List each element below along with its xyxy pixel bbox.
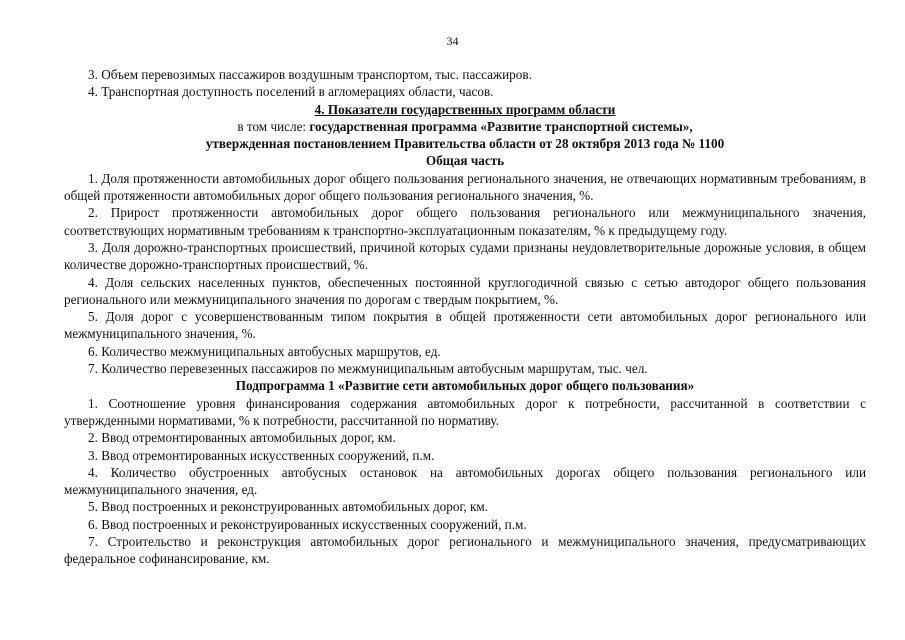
program-prefix: в том числе: — [237, 118, 307, 134]
general-heading: Общая часть — [425, 153, 505, 169]
subprogram-item: 7. Строительство и реконструкция автомобильных дорог регионального и межмуниципального значения, предусматривающих федеральное софинансирование, км. — [64, 534, 866, 567]
page-content — [64, 66, 866, 568]
subprogram-item: 2. Ввод отремонтированных автомобильных дорог, км. — [88, 430, 396, 446]
subprogram-item: 6. Ввод построенных и реконструированных искусственных сооружений, п.м. — [88, 516, 527, 532]
general-item: 1. Доля протяженности автомобильных дорог общего пользования регионального значения, не отвечающих нормативным требованиям, в общей протяженности автомобильных дорог общего пользования регионального значения, %. — [64, 170, 866, 204]
subprogram-item: 5. Ввод построенных и реконструированных автомобильных дорог, км. — [88, 499, 489, 515]
program-title-line2: утвержденная постановлением Правительства области от 28 октября 2013 года № 1100 — [205, 136, 725, 152]
general-item: 5. Доля дорог с усовершенствованным типом покрытия в общей протяженности сети автомобильных дорог регионального или межмуниципального значения, %. — [64, 309, 866, 342]
general-item: 6. Количество межмуниципальных автобусных маршрутов, ед. — [88, 343, 441, 359]
subprogram-heading: Подпрограмма 1 «Развитие сети автомобильных дорог общего пользования» — [235, 378, 695, 394]
section-heading: 4. Показатели государственных программ области — [314, 101, 616, 117]
subprogram-item: 4. Количество обустроенных автобусных остановок на автомобильных дорогах общего пользования регионального или межмуниципального значения, ед. — [64, 464, 866, 498]
intro-item: 3. Объем перевозимых пассажиров воздушным транспортом, тыс. пассажиров. — [88, 67, 532, 82]
general-item: 4. Доля сельских населенных пунктов, обеспеченных постоянной круглогодичной связью с сетью автодорог общего пользования регионального или межмуниципального значения по дорогам с твердым покрытием, %. — [64, 274, 866, 307]
subprogram-item: 1. Соотношение уровня финансирования содержания автомобильных дорог к потребности, рассчитанной в соответствии с утвержденными нормативами, % к потребности, рассчитанной по нормативу. — [64, 395, 866, 428]
general-item: 3. Доля дорожно-транспортных происшествий, причиной которых судами признаны неудовлетворительные дорожные условия, в общем количестве дорожно-транспортных происшествий, %. — [64, 239, 866, 273]
general-item: 2. Прирост протяженности автомобильных дорог общего пользования регионального или межмуниципального значения, соответствующих нормативным требованиям к транспортно-эксплуатационным показателям, % к предыдущему году. — [64, 205, 866, 238]
program-name: государственная программа «Развитие транспортной системы», — [309, 118, 693, 134]
page-number: 34 — [446, 34, 459, 48]
general-item: 7. Количество перевезенных пассажиров по межмуниципальным автобусным маршрутам, тыс. чел. — [88, 361, 648, 377]
subprogram-item: 3. Ввод отремонтированных искусственных сооружений, п.м. — [88, 447, 435, 463]
intro-item: 4. Транспортная доступность поселений в агломерациях области, часов. — [88, 84, 494, 100]
program-title-line1 — [64, 118, 866, 135]
